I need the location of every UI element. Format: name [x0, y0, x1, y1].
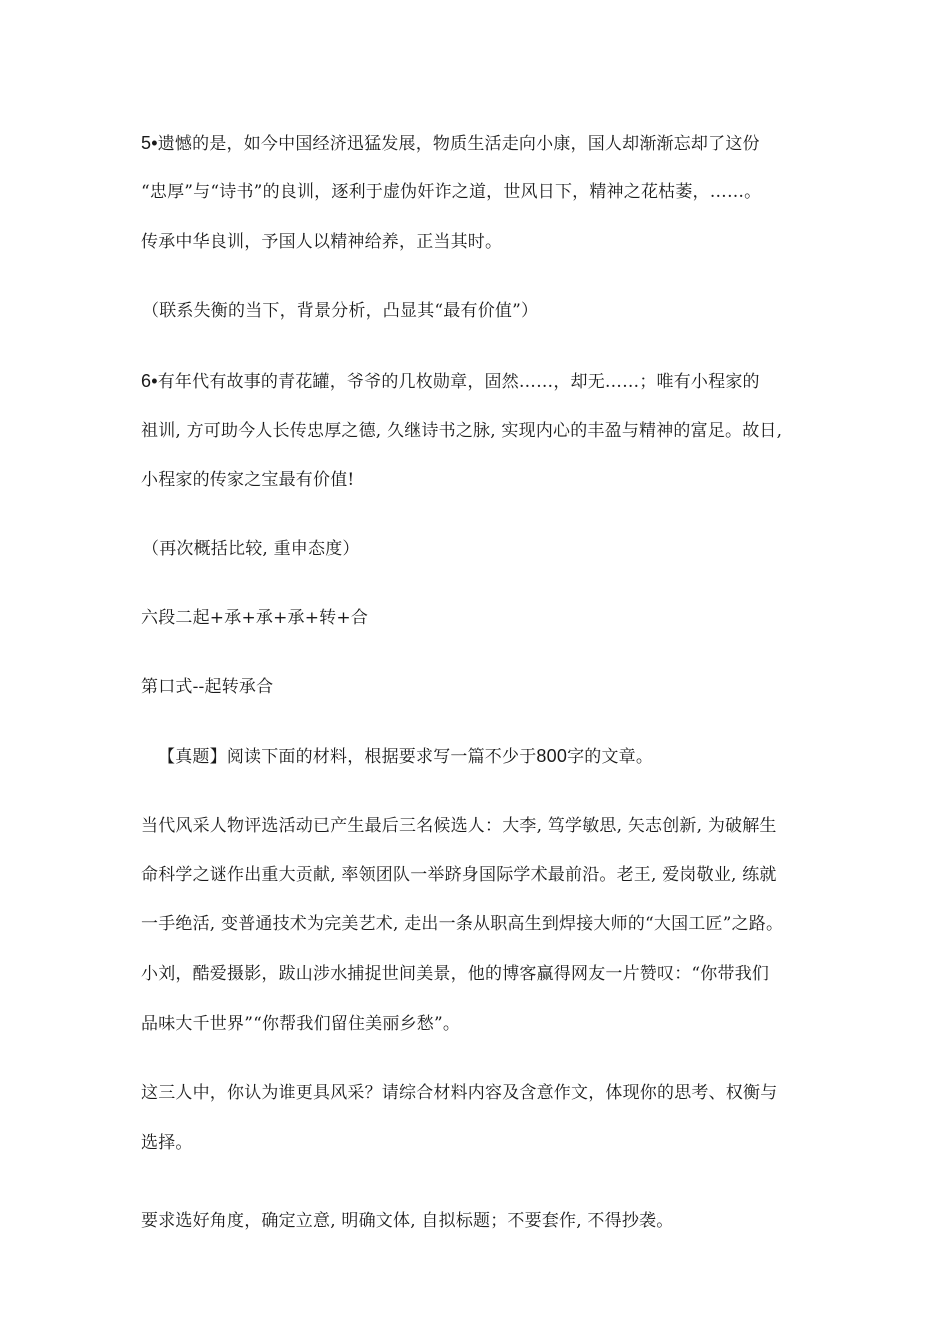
paragraph-5-line-1 — [141, 131, 820, 156]
paragraph-6-line-3: 小程家的传家之宝最有价值! — [141, 470, 355, 490]
material-line-4: 小刘，酷爱摄影，跋山涉水捕捉世间美景，他的博客赢得网友一片赞叹：“你带我们 — [141, 964, 770, 984]
paragraph-6-line-1 — [141, 369, 820, 394]
prompt-word-count: 800 — [536, 746, 568, 766]
structure-line: 六段二起+承+承+承+转+合 — [141, 608, 369, 628]
paragraph-6-text-1: 有年代有故事的青花罐，爷爷的几枚勋章，固然……，却无……；唯有小程家的 — [157, 372, 760, 392]
question-line-1: 这三人中，你认为谁更具风采？请综合材料内容及含意作文，体现你的思考、权衡与 — [141, 1083, 778, 1103]
paragraph-5-number: 5• — [141, 133, 158, 153]
material-line-2: 命科学之谜作出重大贡献, 率领团队一举跻身国际学术最前沿。老王, 爱岗敬业, 练就 — [141, 865, 777, 885]
material-line-1: 当代风采人物评选活动已产生最后三名候选人：大李, 笃学敏思, 矢志创新, 为破解生 — [141, 816, 777, 836]
paragraph-5-line-2: “忠厚”与“诗书”的良训，逐利于虚伪奸诈之道，世风日下，精神之花枯萎，……。 — [141, 182, 762, 202]
material-line-5: 品味大千世界”“你帮我们留住美丽乡愁”。 — [141, 1014, 461, 1034]
paragraph-5-line-3: 传承中华良训，予国人以精神给养，正当其时。 — [141, 232, 503, 252]
prompt-text-before: 阅读下面的材料，根据要求写一篇不少于 — [226, 747, 537, 767]
material-line-3: 一手绝活, 变普通技术为完美艺术, 走出一条从职高生到焊接大师的“大国工匠”之路。 — [141, 914, 784, 934]
paragraph-6-line-2: 祖训, 方可助今人长传忠厚之德, 久继诗书之脉, 实现内心的丰盈与精神的富足。故日, — [141, 421, 783, 441]
prompt-text-after: 字的文章。 — [567, 747, 654, 767]
question-line-2: 选择。 — [141, 1133, 193, 1153]
method-line: 第口式--起转承合 — [141, 677, 274, 697]
note-5: （联系失衡的当下，背景分析，凸显其“最有价值”） — [142, 301, 539, 321]
paragraph-5-text-1: 遗憾的是，如今中国经济迅猛发展，物质生活走向小康，国人却渐渐忘却了这份 — [157, 134, 760, 154]
prompt-bracket: 【真题】 — [158, 747, 227, 767]
note-6: （再次概括比较, 重申态度） — [142, 539, 360, 559]
paragraph-6-number: 6• — [141, 371, 158, 391]
prompt-line — [158, 744, 820, 769]
requirements-line: 要求选好角度，确定立意, 明确文体, 自拟标题；不要套作, 不得抄袭。 — [141, 1211, 674, 1231]
